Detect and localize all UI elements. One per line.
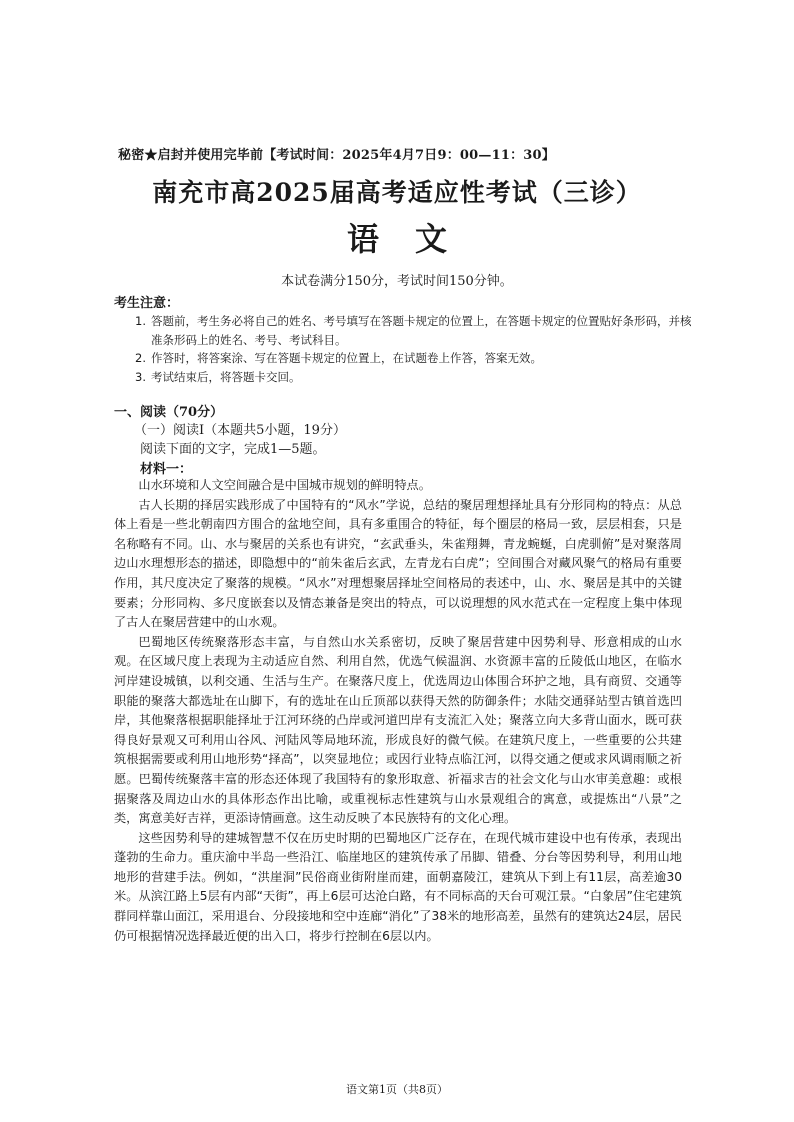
score-line: 本试卷满分150分，考试时间150分钟。 bbox=[281, 274, 513, 289]
passage-paragraph: 巴蜀地区传统聚落形态丰富，与自然山水关系密切，反映了聚居营建中因势利导、形意相成的山水观。在区域尺度上表现为主动适应自然、利用自然，优选气候温润、水资源丰富的丘陵低山地区，在临水河岸建设城镇，以利交通、生活与生产。在聚落尺度上，优选周边山体围合环护之地，具有商贸、交通等职能的聚落大都选址在山脚下，有的选址在山丘顶部以获得天然的防御条件；水陆交通驿站型古镇首选凹岸，其他聚落根据职能择址于江河环绕的凸岸或河道凹岸有支流汇入处；聚落立向大多背山面水，既可获得良好景观又可利用山谷风、河陆风等局地环流，形成良好的微气候。在建筑尺度上，一些重要的公共建筑根据需要或利用山地形势“择高”，以突显地位；或因行业特点临江河，以得交通之便或求风调雨顺之祈愿。巴蜀传统聚落丰富的形态还体现了我国特有的象形取意、祈福求吉的社会文化与山水审美意趣：或根据聚落及周边山水的具体形态作出比喻，或重视标志性建筑与山水景观组合的寓意，或提炼出“八景”之类，寓意美好吉祥，更添诗情画意。这生动反映了本民族特有的文化心理。 bbox=[114, 634, 682, 826]
passage-paragraph: 这些因势利导的建城智慧不仅在历史时期的巴蜀地区广泛存在，在现代城市建设中也有传承，表现出蓬勃的生命力。重庆渝中半岛一些沿江、临崖地区的建筑传承了吊脚、错叠、分台等因势利导，利用山地地形的营建手法。例如，“洪崖洞”民俗商业街附崖而建，面朝嘉陵江，建筑从下到上有11层，高差逾30米。从滨江路上5层有内部“天街”，再上6层可达沧白路，有不同标高的天台可观江景。“白象居”住宅建筑群同样靠山面江，采用退台、分段接地和空中连廊“消化”了38米的地形高差，虽然有的建筑达24层，居民仍可根据情况选择最近便的出入口，将步行控制在6层以内。 bbox=[114, 830, 682, 943]
notice-item bbox=[135, 368, 695, 387]
subject-char-2: 文 bbox=[415, 220, 448, 258]
notice-heading: 考生注意： bbox=[114, 296, 180, 311]
notice-list bbox=[135, 312, 695, 386]
subject-char-1: 语 bbox=[346, 220, 379, 258]
notice-number: 1. bbox=[135, 314, 146, 328]
notice-text: 作答时，将答案涂、写在答题卡规定的位置上，在试题卷上作答，答案无效。 bbox=[151, 351, 542, 366]
notice-number: 2. bbox=[135, 351, 146, 366]
secret-line: 秘密★启封并使用完毕前【考试时间：2025年4月7日9：00—11：30】 bbox=[118, 148, 555, 163]
notice-item bbox=[135, 349, 695, 368]
instruction-text: 阅读下面的文字，完成1—5题。 bbox=[140, 442, 326, 457]
notice-item bbox=[135, 312, 695, 349]
page-footer: 语文第1页（共8页） bbox=[346, 1083, 448, 1096]
subject-title bbox=[0, 214, 794, 260]
notice-number: 3. bbox=[135, 369, 146, 384]
subsection-heading: （一）阅读Ⅰ（本题共5小题，19分） bbox=[134, 423, 346, 438]
notice-text: 考试结束后，将答题卡交回。 bbox=[151, 369, 301, 384]
material-label: 材料一： bbox=[140, 462, 193, 477]
passage-paragraph: 山水环境和人文空间融合是中国城市规划的鲜明特点。 bbox=[138, 478, 431, 492]
notice-text: 答题前，考生务必将自己的姓名、考号填写在答题卡规定的位置上，在答题卡规定的位置贴好条形码，并核准条形码上的姓名、考号、考试科目。 bbox=[151, 314, 692, 347]
reading-passage bbox=[114, 476, 682, 946]
page-title: 南充市高2025届高考适应性考试（三诊） bbox=[152, 178, 642, 207]
passage-paragraph: 古人长期的择居实践形成了中国特有的“风水”学说，总结的聚居理想择址具有分形同构的特点：从总体上看是一些北朝南四方围合的盆地空间，具有多重围合的特征，每个圈层的格局一致，层层相套，只是名称略有不同。山、水与聚居的关系也有讲究，“玄武垂头，朱雀翔舞，青龙蜿蜒，白虎驯俯”是对聚落周边山水理想形态的描述，即隐想中的“前朱雀后玄武，左青龙右白虎”；空间围合对藏风聚气的格局有重要作用，其尺度决定了聚落的规模。“风水”对理想聚居择址空间格局的表述中，山、水、聚居是其中的关键要素；分形同构、多尺度嵌套以及情态兼备是突出的特点，可以说理想的风水范式在一定程度上集中体现了古人在聚居营建中的山水观。 bbox=[114, 497, 682, 630]
section-heading: 一、阅读（70分） bbox=[114, 405, 224, 420]
